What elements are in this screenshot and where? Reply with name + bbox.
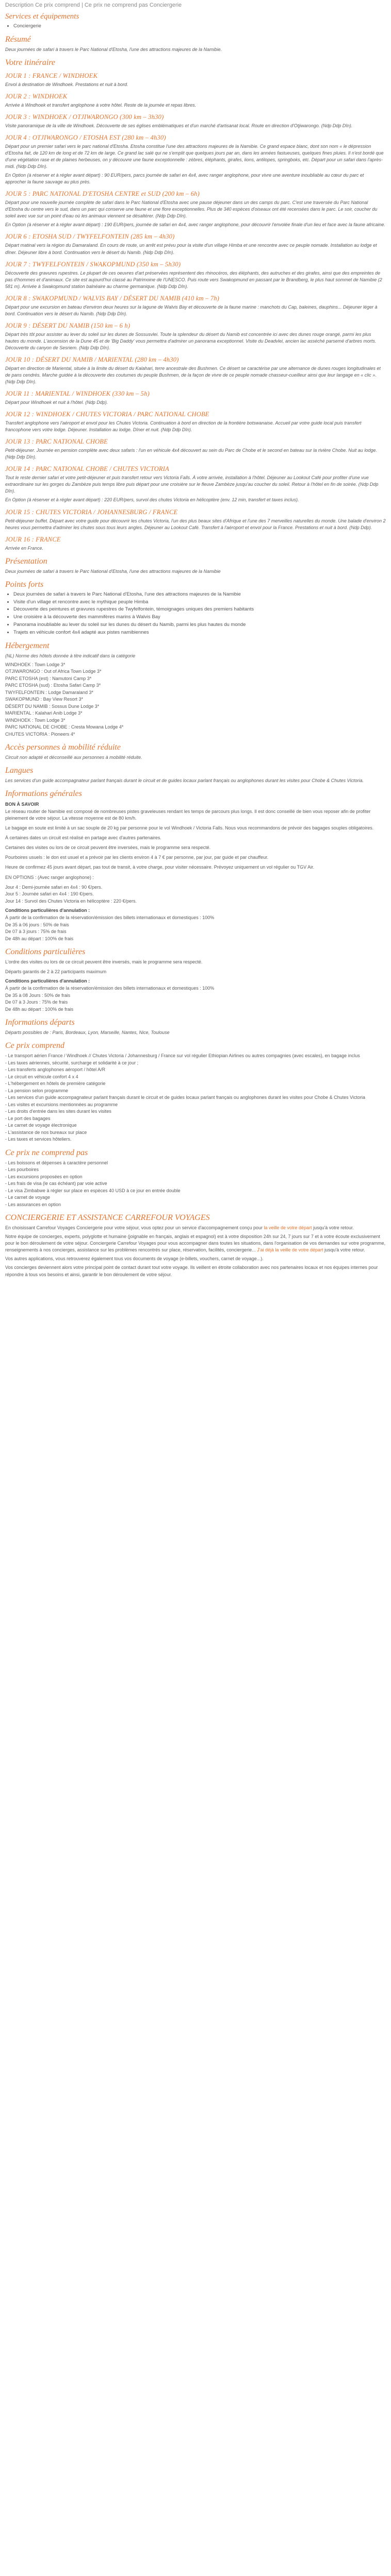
good-to-know-title: BON À SAVOIR [5,802,39,807]
price-includes-title: Ce prix comprend [5,1041,64,1050]
concierge-paragraph-4: Vos concierges deviennent alors votre principal point de contact durant tout votre voyage. Ils veillent en étroite collaboration avec nos partenaires locaux et nos équipes internes pour répondre à tous vos besoins et ainsi, garantir le bon déroulement de votre séjour. [5,1265,378,1277]
resume-text: Deux journées de safari à travers le Parc National d'Etosha, l'une des attractions majeures de la Namibie. [5,46,222,52]
concierge-paragraph-3: Vos autres applications, vous retrouverez également tous vos documents de voyage (e-billets, vouchers, carnet de voyage...). [5,1256,264,1262]
accessibility-text: Circuit non adapté et déconseillé aux personnes à mobilité réduite. [5,755,142,760]
day-text: En Option (à réserver et à régler avant départ) : 220 EUR/pers, survol des chutes Victoria en hélicoptère (env. 12 min, transfert et taxes inclus). [5,497,299,503]
day-title: JOUR 10 : DÉSERT DU NAMIB / MARIENTAL (280 km – 4h30) [5,355,179,363]
highlight-item: • Panorama inoubliable au lever du soleil sur les dunes du désert du Namib, parmi les plus hautes du monde [13,622,386,629]
day-title: JOUR 14 : PARC NATIONAL CHOBE / CHUTES VICTORIA [5,465,169,473]
day-text: Petit-déjeuner buffet. Départ avec votre guide pour découvrir les chutes Victoria, l'un des plus beaux sites d'Afrique et l'une des 7 merveilles naturelles du monde. Une balade d'environ 2 heures vous permettra d'admirer les chutes sous tous leurs angles. Déjeuner au Lookout Café. Transfert à l'aéroport et envol pour la France. Prestations et nuit à bord. (Ndp Ddp). [5,518,386,530]
highlight-item: • Trajets en véhicule confort 4x4 adapté aux pistes namibiennes [13,630,386,636]
day-text: Arrivée en France. [5,545,44,551]
day-title: JOUR 6 : ETOSHA SUD / TWYFELFONTEIN (285 km – 4h30) [5,233,175,241]
service-item: • Conciergerie [13,23,386,30]
excludes-item: - Les excursions proposées en option [5,1174,83,1179]
day-text: Envol à destination de Windhoek. Prestations et nuit à bord. [5,81,128,87]
includes-item: - Les droits d'entrée dans les sites durant les visites [5,1109,111,1114]
day-text: Départ très tôt pour assister au lever du soleil sur les dunes de Sossusvlei. Toute la splendeur du désert du Namib est concentrée ici avec des dunes rouge orangé, parmi les plus hautes du monde. L'ascension de la Dune 45 et de 'Big Daddy' vous permettra d'admirer un panorama exceptionnel. Visite du Deadvlei, ancien lac asséché parsemé d'arbres morts. Découverte du canyon de Sesriem. (Ndp Ddp Dîn). [5,331,377,350]
day-text: Départ pour Windhoek et nuit à l'hôtel. (Ndp Ddp). [5,400,108,405]
day-text: En Option (à réserver et à régler avant départ) : 90 EUR/pers, parcs journée de safari en 4x4, avec ranger anglophone, pour vivre une aventure inoubliable au cœur du parc et approcher la faune sauvage au plus près. [5,173,364,185]
includes-item: - L'assistance de nos bureaux sur place [5,1129,87,1135]
services-list [13,23,386,30]
cancellation-title-1: Conditions particulières d'annulation : [5,908,90,913]
accessibility-title: Accès personnes à mobilité réduite [5,743,121,752]
concierge-p1-end: jusqu'à votre retour. [312,1225,354,1231]
excludes-item: - Les boissons et dépenses à caractère personnel [5,1160,108,1165]
general-info-paragraph: Certaines des visites ou lors de ce circuit peuvent être inversées, mais le programme sera respecté. [5,845,211,851]
cancellation-line: De 48h au départ : 100% de frais [5,936,74,941]
includes-item: - Les taxes et services hôteliers. [5,1137,72,1142]
concierge-p2-link[interactable]: J'ai déjà la veille de votre départ [257,1247,323,1253]
day-text: En Option (à réserver et à régler avant départ) : 190 EUR/pers, journée de safari en 4x4, avec ranger anglophone, pour découvrir l'envolée finale d'un lieu et face avec la faune africaine. [5,222,385,228]
cancellation-line: De 48h au départ : 100% de frais [5,1006,74,1012]
day-text: Tout le reste dernier safari et votre petit-déjeuner et puis transfert retour vers Victoria Falls. À votre arrivée, installation à l'hôtel. Déjeuner au Lookout Café pour profiter d'une vue extraordinaire sur les gorges du Zambèze puis temps libre puis départ pour une croisière sur le fleuve Zambèze jusqu'au coucher du soleil. Retour à l'hôtel en fin de soirée. (Ndp Ddp Dîn). [5,475,379,494]
day-title: JOUR 12 : WINDHOEK / CHUTES VICTORIA / PARC NATIONAL CHOBE [5,411,209,418]
day-text: Découverte des gravures rupestres. Le plupart de ces oeuvres d'art préservées représentent des rhinocéros, des éléphants, des autruches et des girafes, ainsi que des empreintes de pas d'hommes et d'animaux. Ce site est aujourd'hui classé au Patrimoine de l'UNESCO. Puis route vers Swakopmund en passant par le Brandberg, le plus haut sommet de Namibie (2 581 m). Arrivée à Swakopmund station balnéaire au charme germanique. (Ndp Ddp Dîn). [5,270,382,289]
day-text: Arrivée à Windhoek et transfert anglophone à votre hôtel. Reste de la journée et repas libres. [5,102,197,108]
cancellation-line: À partir de la confirmation de la réservation/émission des billets internationaux et domestiques : 100% [5,915,215,921]
highlights-list [13,591,386,636]
general-info-title: Informations générales [5,789,82,799]
general-info-paragraph: Pourboires usuels : le don est usuel et a prévoir par les clients environ 4 à 7 € par personne, par jour, par guide et par chauffeur. [5,855,269,860]
day-text: Départ pour une excursion en bateau d'environ deux heures sur la lagune de Walvis Bay et découverte de la faune marine : manchots du Cap, baleines, dauphins... Déjeuner léger à bord. Continuation vers le désert du Namib. (Ndp Ddp Dîn). [5,304,378,316]
accommodation-title: Hébergement [5,641,50,650]
general-info-paragraphs [5,808,386,871]
presentation-text: Deux journées de safari à travers le Parc National d'Etosha, l'une des attractions majeures de la Namibie [5,568,221,574]
price-excludes-title: Ce prix ne comprend pas [5,1148,88,1157]
accommodation-intro: (NL) Norme des hôtels donnée à titre indicatif dans la catégorie [5,653,136,658]
day-text: Petit-déjeuner. Journée en pension complète avec deux safaris : l'un en véhicule 4x4 découvert au sein du Parc de Chobe et le second en bateau sur la rivière Chobe. Nuit au lodge. (Ndp Ddp Dîn). [5,448,377,460]
special-condition-line: L'ordre des visites ou lors de ce circuit peuvent être inversés, mais le programme sera respecté. [5,959,203,965]
includes-item: - Les services d'un guide accompagnateur parlant français durant le circuit et de guides locaux parlant français ou anglophones durant les visites pour Chobe & Chutes Victoria [5,1095,365,1100]
options-title: EN OPTIONS : (Avec ranger anglophone) : [5,874,94,880]
hotel-line: WINDHOEK : Town Lodge 3* [5,717,66,723]
special-condition-line: Départs garantis de 2 à 22 participants maximum [5,969,107,975]
concierge-p2-text: Notre équipe de concierges, experts, polyglotte et humaine (joignable en français, anglais et espagnol) est à votre disposition 24h sur 24, 7 jours sur 7 et à votre écoute exclusivement pour le bon déroulement de votre séjour. Conciergerie Carrefour Voyages pour vous accompagner dans toutes les situations, dans l'organisation de vos demandes sur votre programme, renseignements à nos concierges, assistance sur les problèmes rencontrés sur place, réservation, facilités, conciergerie... [5,1234,386,1253]
hotel-list [5,662,386,738]
highlight-item: • Deux journées de safari à travers le Parc National d'Etosha, l'une des attractions majeures de la Namibie [13,591,386,598]
concierge-p1-text: En choisissant Carrefour Voyages Conciergerie pour votre séjour, vous optez pour un service d'accompagnement conçu pour [5,1225,264,1231]
departure-info-title: Informations départs [5,1018,75,1027]
day-text: Transfert anglophone vers l'aéroport et envol pour les Chutes Victoria. Continuation à bord en direction de la frontière botswanaise. Accueil par votre guide local puis transfert francophone vers votre lodge. Déjeuner. Installation au lodge. Dîner et nuit. (Ndp Ddp Dîn). [5,420,362,433]
special-conditions-title: Conditions particulières [5,947,86,957]
day-text: Départ en direction de Mariental, située à la limite du désert du Kalahari, terre ancestrale des Bushmen. Ce désert se caractérise par une alternance de dunes rouges longitudinales et de pans cendrés. Marche guidée à la découverte des coutumes du peuple Bushmen, de la façon de vivre de ce peuple nomade chasseur-cueilleur ainsi que leur langage en « clic ». (Ndp Ddp Dîn). [5,365,381,385]
options-list [5,884,386,905]
special-conditions-paragraphs [5,959,386,975]
price-includes-list [5,1053,386,1143]
hotel-line: WINDHOEK : Town Lodge 3* [5,662,66,667]
excludes-item: - Les pourboires [5,1167,39,1173]
departure-info-text: Départs possibles de : Paris, Bordeaux, Lyon, Marseille, Nantes, Nice, Toulouse [5,1030,170,1036]
itinerary-days [5,72,386,552]
includes-item: - Les transferts anglophones aéroport / hôtel A/R [5,1067,106,1073]
includes-item: - Le carnet de voyage électronique [5,1123,77,1128]
general-info-paragraph: Le bagage en soute est limité à un sac souple de 20 kg par personne pour le vol Windhoek / Victoria Falls. Nous vous recommandons de prévoir des bagages souples obligatoires. [5,825,374,831]
day-title: JOUR 11 : MARIENTAL / WINDHOEK (330 km – 5h) [5,390,150,398]
cancellation-title-2: Conditions particulières d'annulation : [5,978,90,984]
services-title: Services et équipements [5,12,79,21]
hotel-line: SWAKOPMUND : Bay View Resort 3* [5,697,84,702]
price-excludes-list [5,1160,386,1209]
cancellation-line: De 35 à 08 Jours : 50% de frais [5,992,71,998]
option-line: Jour 5 : Journée safari en 4x4 : 190 €/pers. [5,891,94,897]
cancellation-list-2 [5,985,386,1013]
cancellation-line: De 07 à 3 jours : 75% de frais [5,929,67,935]
day-title: JOUR 8 : SWAKOPMUND / WALVIS BAY / DÉSERT DU NAMIB (410 km – 7h) [5,294,220,302]
hotel-line: DÉSERT DU NAMIB : Sossus Dune Lodge 3* [5,703,100,709]
day-text: Départ pour un premier safari vers le parc national d'Etosha. Etosha constitue l'une des attractions majeures de la Namibie. Ce grand espace blanc, dont son nom « le dépression d'Etosha fait, de 120 km de long et de 72 km de large. Ce grand lac salé qui ne s'emplit que quelques jours par an, dans les années fastueuses, quelques fines pluies. Il n'est bordé que d'une végétation rase et de plaines herbeuses, on y découvre une faune exceptionnelle : zèbres, éléphants, girafes, lions, antilopes, springboks, etc. Départ pour un safari dans l'après-midi. (Ndp Ddp Dîn). [5,144,384,170]
day-title: JOUR 4 : OTJIWARONGO / ETOSHA EST (280 km – 4h30) [5,134,166,141]
resume-title: Résumé [5,35,31,44]
option-line: Jour 14 : Survol des Chutes Victoria en hélicoptère : 220 €/pers. [5,898,137,904]
includes-item: - Le transport aérien France / Windhoek // Chutes Victoria / Johannesburg / France sur vol régulier Ethiopian Airlines ou autres compagnies (avec escales), en bagage inclus [5,1053,360,1059]
cancellation-line: À partir de la confirmation de la réservation/émission des billets internationaux et domestiques : 100% [5,986,215,991]
itinerary-title: Votre itinéraire [5,58,56,67]
day-title: JOUR 9 : DÉSERT DU NAMIB (150 km – 6 h) [5,321,131,329]
includes-item: - La pension selon programme [5,1088,69,1093]
cancellation-line: De 35 à 06 jours : 50% de frais [5,922,69,927]
page [0,0,391,1285]
day-title: JOUR 2 : WINDHOEK [5,92,68,100]
includes-item: - L'hébergement en hôtels de première catégorie [5,1081,106,1087]
day-title: JOUR 5 : PARC NATIONAL D'ETOSHA CENTRE et SUD (200 km – 6h) [5,190,200,198]
concierge-p1-link[interactable]: la veille de votre départ [264,1225,312,1231]
day-title: JOUR 16 : FRANCE [5,535,61,543]
day-text: Visite panoramique de la ville de Windhoek. Découverte de ses églises emblématiques et d'un marché d'artisanat local. Route en direction d'Otjiwarongo. (Ndp Ddp Dîn). [5,123,353,128]
languages-title: Langues [5,766,34,775]
presentation-title: Présentation [5,556,47,566]
hotel-line: MARIENTAL : Kalahari Anib Lodge 3* [5,710,83,716]
highlights-title: Points forts [5,580,44,589]
concierge-title: CONCIERGERIE ET ASSISTANCE CARREFOUR VOYAGES [5,1213,210,1223]
hotel-line: TWYFELFONTEIN : Lodge Damaraland 3* [5,689,94,695]
highlight-item: • Visite d'un village et rencontre avec le mythique peuple Himba [13,599,386,606]
hotel-line: PARC NATIONAL DE CHOBE : Cresta Mowana Lodge 4* [5,724,124,730]
concierge-paragraph-2 [5,1233,386,1253]
highlight-item: • Découverte des peintures et gravures rupestres de Twyfelfontein, témoignages uniques des premiers habitants [13,606,386,613]
includes-item: - Le port des bagages [5,1115,51,1121]
day-title: JOUR 3 : WINDHOEK / OTJIWARONGO (300 km – 3h30) [5,113,164,121]
day-title: JOUR 7 : TWYFELFONTEIN / SWAKOPMUND (350 km – 5h30) [5,260,181,268]
hotel-line: PARC ETOSHA (est) : Namutoni Camp 3* [5,675,92,681]
includes-item: - Les visites et excursions mentionnées au programme [5,1101,118,1107]
highlight-item: • Une croisière à la découverte des mammifères marins à Walvis Bay [13,614,386,621]
day-title: JOUR 15 : CHUTES VICTORIA / JOHANNESBURG / FRANCE [5,508,178,516]
breadcrumb: Description Ce prix comprend | Ce prix ne comprend pas Conciergerie [5,2,182,8]
option-line: Jour 4 : Demi-journée safari en 4x4 : 90 €/pers. [5,884,103,890]
excludes-item: - Le visa Zimbabwe à régler sur place en espèces 40 USD à ce jour en entrée double [5,1188,181,1193]
concierge-paragraph-1 [5,1225,386,1231]
excludes-item: - Les assurances en option [5,1201,61,1207]
general-info-paragraph: À certaines dates un circuit est réalisé en partage avec d'autres partenaires. [5,835,161,841]
day-text: Départ matinal vers la région du Damaraland. En cours de route, un arrêt est prévu pour la visite d'un village Himba et une rencontre avec ce peuple nomade. Installation au lodge et dîner. Déjeuner libre à bord. Continuation vers le désert du Namib. (Ndp Ddp Dîn). [5,243,377,255]
includes-item: - Le circuit en véhicule confort 4 x 4 [5,1074,78,1079]
day-title: JOUR 1 : FRANCE / WINDHOEK [5,72,98,79]
general-info-paragraph: Heure de confirmez 45 jours avant départ, pas tout de transit, à votre charge, pour visiter nécessaire. Prévoyez uniquement un vol régulier ou TGV Air. [5,865,315,870]
day-title: JOUR 13 : PARC NATIONAL CHOBE [5,438,108,446]
cancellation-line: De 07 à 3 Jours : 75% de frais [5,999,68,1005]
includes-item: - Les taxes aériennes, sécurité, surcharge et solidarité à ce jour ; [5,1060,139,1065]
cancellation-list-1 [5,914,386,942]
excludes-item: - Le carnet de voyage [5,1195,51,1200]
general-info-paragraph: Le réseau routier de Namibie est composé de nombreuses pistes graveleuses rendant les temps de parcours plus longs. Il est donc conseillé de bien vous reposer afin de profiter pleinement de votre séjour. La vitesse moyenne est de 80 km/h. [5,809,371,821]
languages-text: Les services d'un guide accompagnateur parlant français durant le circuit et de guides locaux parlant français ou anglophones durant les visites pour Chobe & Chutes Victoria. [5,778,364,784]
hotel-line: CHUTES VICTORIA : Pioneers 4* [5,731,75,737]
excludes-item: - Les frais de visa (le cas échéant) par voie active [5,1181,107,1187]
hotel-line: OTJIWARONGO : Out of Africa Town Lodge 3* [5,669,102,674]
concierge-p2-end: jusqu'à votre retour. [323,1247,365,1253]
day-text: Départ pour une nouvelle journée complète de safari dans le Parc National d'Etosha avec une pause déjeuner dans un des camps du parc. C'est une traversée du Parc National d'Etosha du centre vers le sud, dans un parc qui conserve une faune et une flore exceptionnelles. Plus de 340 espèces d'oiseaux ont été recensées dans le parc. Le soir, coucher du soleil avec vue sur un point d'eau où les animaux viennent se désaltérer. (Ndp Ddp Dîn). [5,200,378,219]
hotel-line: PARC ETOSHA (sud) : Etosha Safari Camp 3* [5,683,101,688]
